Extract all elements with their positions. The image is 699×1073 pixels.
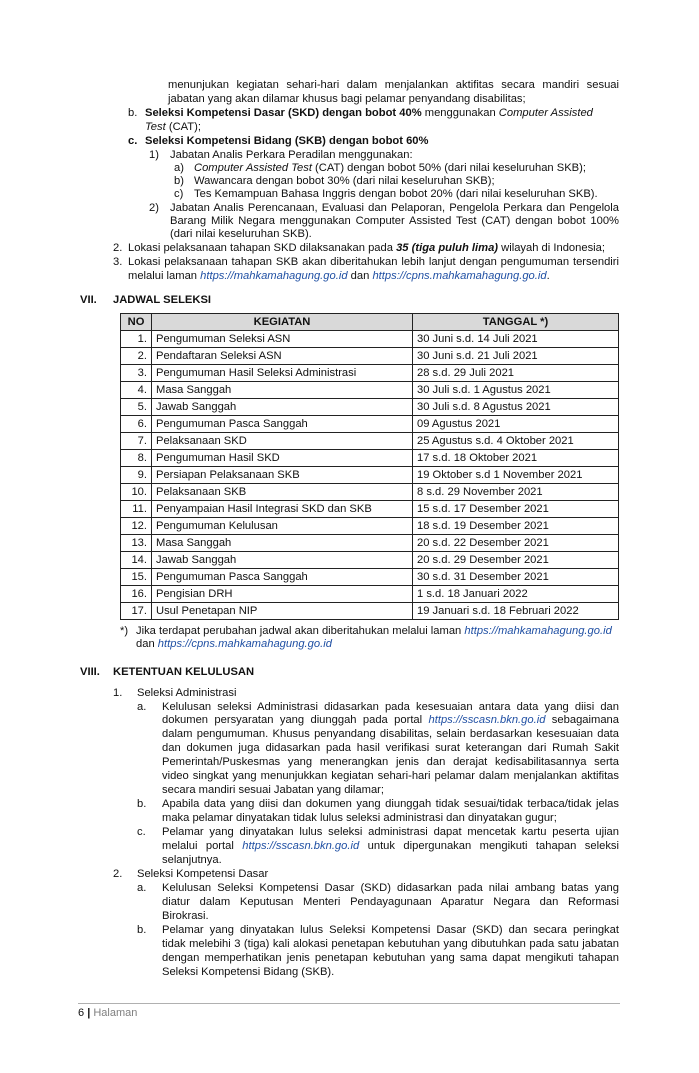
sublist-item-wawancara: Wawancara dengan bobot 30% (dari nilai keseluruhan SKB);: [194, 175, 495, 187]
table-row: [121, 433, 619, 450]
footnote-text-line2: dan https://cpns.mahkamahagung.go.id: [136, 638, 332, 650]
table-row: [121, 416, 619, 433]
cell-tanggal: 30 Juni s.d. 21 Juli 2021: [413, 348, 619, 365]
table-row: [121, 467, 619, 484]
cell-kegiatan: Pendaftaran Seleksi ASN: [152, 348, 413, 365]
footer-divider: [78, 1003, 620, 1004]
link-cpns-mahkamahagung[interactable]: https://cpns.mahkamahagung.go.id: [372, 270, 547, 282]
cell-tanggal: 30 s.d. 31 Desember 2021: [413, 569, 619, 586]
table-row: [121, 586, 619, 603]
paragraph-line: Pemerintah/Puskesmas yang menerangkan jenis dan derajat kedisabilitasannya serta: [162, 756, 619, 768]
cell-no: 8.: [121, 450, 152, 467]
paragraph-continuation: menunjukan kegiatan sehari-hari dalam menjalankan aktifitas secara mandiri sesuai: [168, 79, 619, 91]
cell-tanggal: 18 s.d. 19 Desember 2021: [413, 518, 619, 535]
cell-no: 7.: [121, 433, 152, 450]
list-marker: 3.: [113, 256, 123, 268]
table-row: [121, 365, 619, 382]
table-header-row: [121, 314, 619, 331]
table-row: [121, 399, 619, 416]
cell-tanggal: 19 Januari s.d. 18 Februari 2022: [413, 603, 619, 620]
list-marker: 2): [149, 202, 159, 214]
cell-kegiatan: Masa Sanggah: [152, 382, 413, 399]
sublist-item-cat: Computer Assisted Test (CAT) dengan bobot 50% (dari nilai keseluruhan SKB);: [194, 162, 586, 174]
paragraph-line: video singkat yang menunjukkan kegiatan sehari-hari pelamar dalam menjalankan aktifitas: [162, 770, 619, 782]
page-number: 6: [78, 1007, 85, 1019]
cell-kegiatan: Masa Sanggah: [152, 535, 413, 552]
cell-tanggal: 17 s.d. 18 Oktober 2021: [413, 450, 619, 467]
cell-kegiatan: Persiapan Pelaksanaan SKB: [152, 467, 413, 484]
paragraph-line: Seleksi Kompetensi Bidang (SKB).: [162, 966, 335, 978]
table-row: [121, 603, 619, 620]
section-number: VII.: [80, 294, 97, 306]
paragraph-line: Birokrasi.: [162, 910, 209, 922]
sublist-item-jabatan-lain-line2: Barang Milik Negara menggunakan Computer Assisted Test (CAT) dengan bobot 100%: [170, 215, 619, 227]
paragraph-line: secara mandiri sesuai Jabatan yang dilamar;: [162, 784, 385, 796]
cell-kegiatan: Jawab Sanggah: [152, 552, 413, 569]
footer-separator: |: [87, 1007, 91, 1019]
cell-kegiatan: Jawab Sanggah: [152, 399, 413, 416]
sublist-item-bahasa-inggris: Tes Kemampuan Bahasa Inggris dengan bobot 20% (dari nilai keseluruhan SKB).: [194, 188, 598, 200]
paragraph-line: Pelamar yang dinyatakan lulus Seleksi Kompetensi Dasar (SKD) dan secara peringkat: [162, 924, 619, 936]
list-marker: b.: [128, 107, 138, 119]
cell-kegiatan: Usul Penetapan NIP: [152, 603, 413, 620]
cell-tanggal: 19 Oktober s.d 1 November 2021: [413, 467, 619, 484]
schedule-table-body: [121, 331, 619, 620]
paragraph-line: diatur dalam Keputusan Menteri Pendayagunaan Aparatur Negara dan Reformasi: [162, 896, 619, 908]
list-marker: b): [174, 175, 184, 187]
list-marker: a.: [137, 701, 147, 713]
sublist-item-analis-perkara: Jabatan Analis Perkara Peradilan menggunakan:: [170, 149, 413, 161]
link-sscasn[interactable]: https://sscasn.bkn.go.id: [428, 714, 546, 726]
cell-no: 11.: [121, 501, 152, 518]
paragraph-line: maka pelamar dinyatakan tidak lulus seleksi administrasi dan dinyatakan gugur;: [162, 812, 557, 824]
cell-tanggal: 15 s.d. 17 Desember 2021: [413, 501, 619, 518]
cell-tanggal: 30 Juli s.d. 8 Agustus 2021: [413, 399, 619, 416]
column-header-tanggal: TANGGAL *): [413, 314, 619, 331]
cell-tanggal: 30 Juni s.d. 14 Juli 2021: [413, 331, 619, 348]
cell-kegiatan: Pengumuman Pasca Sanggah: [152, 416, 413, 433]
cell-kegiatan: Pengumuman Hasil Seleksi Administrasi: [152, 365, 413, 382]
cell-kegiatan: Pelaksanaan SKD: [152, 433, 413, 450]
cell-tanggal: 1 s.d. 18 Januari 2022: [413, 586, 619, 603]
list-item-skb-weight: Seleksi Kompetensi Bidang (SKB) dengan bobot 60%: [145, 135, 429, 147]
list-marker: b.: [137, 924, 147, 936]
cell-no: 6.: [121, 416, 152, 433]
list-marker: c): [174, 188, 184, 200]
paragraph-continuation-end: jabatan yang akan dilamar khusus bagi pelamar penyandang disabilitas;: [168, 93, 526, 105]
list-item-lokasi-skb-links: melalui laman https://mahkamahagung.go.id dan https://cpns.mahkamahagung.go.id.: [128, 270, 550, 282]
paragraph-line: dokumen persyaratan yang diunggah pada portal https://sscasn.bkn.go.id sebagaimana: [162, 714, 619, 726]
cell-tanggal: 09 Agustus 2021: [413, 416, 619, 433]
link-mahkamahagung[interactable]: https://mahkamahagung.go.id: [200, 270, 348, 282]
cell-kegiatan: Pengumuman Pasca Sanggah: [152, 569, 413, 586]
cell-no: 3.: [121, 365, 152, 382]
table-row: [121, 518, 619, 535]
list-marker: 2.: [113, 868, 123, 880]
paragraph-line: tidak melebihi 3 (tiga) kali alokasi penetapan kebutuhan yang dibutuhkan pada satu jabatan: [162, 938, 619, 950]
list-item-lokasi-skd: Lokasi pelaksanaan tahapan SKD dilaksanakan pada 35 (tiga puluh lima) wilayah di Indonesia;: [128, 242, 606, 254]
cell-kegiatan: Pelaksanaan SKB: [152, 484, 413, 501]
schedule-table: [120, 313, 619, 620]
cell-tanggal: 30 Juli s.d. 1 Agustus 2021: [413, 382, 619, 399]
section-number: VIII.: [80, 666, 100, 678]
cell-tanggal: 28 s.d. 29 Juli 2021: [413, 365, 619, 382]
subsection-title-seleksi-administrasi: Seleksi Administrasi: [137, 687, 237, 699]
cell-tanggal: 20 s.d. 22 Desember 2021: [413, 535, 619, 552]
paragraph-line: Kelulusan Seleksi Kompetensi Dasar (SKD) didasarkan pada nilai ambang batas yang: [162, 882, 619, 894]
cell-no: 2.: [121, 348, 152, 365]
table-row: [121, 552, 619, 569]
cell-no: 5.: [121, 399, 152, 416]
footer-label: Halaman: [93, 1007, 138, 1019]
sublist-item-jabatan-lain: Jabatan Analis Perencanaan, Evaluasi dan Pelaporan, Pengelola Perkara dan Pengelola: [170, 202, 619, 214]
table-row: [121, 382, 619, 399]
list-marker: c.: [128, 135, 138, 147]
page-footer: [78, 1007, 137, 1019]
table-row: [121, 450, 619, 467]
paragraph-line: dengan memperhatikan jenis penetapan kebutuhan yang sama dapat mengikuti tahapan: [162, 952, 619, 964]
cell-tanggal: 25 Agustus s.d. 4 Oktober 2021: [413, 433, 619, 450]
link-sscasn[interactable]: https://sscasn.bkn.go.id: [242, 840, 360, 852]
list-item-skd-weight: Seleksi Kompetensi Dasar (SKD) dengan bobot 40% menggunakan Computer Assisted: [145, 107, 593, 119]
cell-kegiatan: Pengumuman Hasil SKD: [152, 450, 413, 467]
cell-tanggal: 20 s.d. 29 Desember 2021: [413, 552, 619, 569]
link-mahkamahagung[interactable]: https://mahkamahagung.go.id: [464, 625, 612, 637]
table-row: [121, 501, 619, 518]
cell-no: 13.: [121, 535, 152, 552]
section-title-jadwal-seleksi: JADWAL SELEKSI: [113, 294, 212, 306]
footnote-marker: *): [120, 625, 129, 637]
table-row: [121, 569, 619, 586]
paragraph-line: melalui portal https://sscasn.bkn.go.id untuk dipergunakan mengikuti tahapan seleksi: [162, 840, 619, 852]
cell-no: 14.: [121, 552, 152, 569]
list-marker: 1.: [113, 687, 123, 699]
list-marker: a): [174, 162, 184, 174]
column-header-kegiatan: KEGIATAN: [152, 314, 413, 331]
cell-no: 10.: [121, 484, 152, 501]
paragraph-line: dalam pengumuman. Khusus penyandang disabilitas, selain berdasarkan kesesuaian data: [162, 728, 619, 740]
list-item-lokasi-skb: Lokasi pelaksanaan tahapan SKB akan diberitahukan lebih lanjut dengan pengumuman tersendiri: [128, 256, 619, 268]
footnote-text: Jika terdapat perubahan jadwal akan diberitahukan melalui laman https://mahkamahagung.go.id: [136, 625, 612, 637]
table-row: [121, 535, 619, 552]
cell-no: 1.: [121, 331, 152, 348]
table-row: [121, 331, 619, 348]
paragraph-line: Pelamar yang dinyatakan lulus seleksi administrasi dapat mencetak kartu peserta ujian: [162, 826, 619, 838]
cell-no: 4.: [121, 382, 152, 399]
paragraph-line: Apabila data yang diisi dan dokumen yang diunggah tidak sesuai/tidak terbaca/tidak jelas: [162, 798, 619, 810]
list-marker: 2.: [113, 242, 123, 254]
subsection-title-seleksi-kompetensi-dasar: Seleksi Kompetensi Dasar: [137, 868, 269, 880]
sublist-item-jabatan-lain-line3: (dari nilai keseluruhan SKB).: [170, 228, 312, 240]
cell-no: 17.: [121, 603, 152, 620]
link-cpns-mahkamahagung[interactable]: https://cpns.mahkamahagung.go.id: [157, 638, 332, 650]
list-marker: b.: [137, 798, 147, 810]
cell-no: 16.: [121, 586, 152, 603]
list-marker: 1): [149, 149, 159, 161]
paragraph-line: Kelulusan seleksi Administrasi didasarkan pada kesesuaian antara data yang diisi dan: [162, 701, 619, 713]
cell-no: 9.: [121, 467, 152, 484]
cell-no: 15.: [121, 569, 152, 586]
column-header-no: NO: [121, 314, 152, 331]
section-title-ketentuan-kelulusan: KETENTUAN KELULUSAN: [113, 666, 255, 678]
cell-no: 12.: [121, 518, 152, 535]
cell-kegiatan: Pengumuman Kelulusan: [152, 518, 413, 535]
cell-kegiatan: Pengumuman Seleksi ASN: [152, 331, 413, 348]
cell-tanggal: 8 s.d. 29 November 2021: [413, 484, 619, 501]
table-row: [121, 348, 619, 365]
paragraph-line: selanjutnya.: [162, 854, 222, 866]
cell-kegiatan: Pengisian DRH: [152, 586, 413, 603]
list-marker: a.: [137, 882, 147, 894]
table-row: [121, 484, 619, 501]
paragraph-line: dan dokumen juga didasarkan pada hasil verifikasi surat keterangan dari Rumah Sakit: [162, 742, 619, 754]
list-marker: c.: [137, 826, 146, 838]
list-item-skd-weight-end: Test (CAT);: [145, 121, 201, 133]
cell-kegiatan: Penyampaian Hasil Integrasi SKD dan SKB: [152, 501, 413, 518]
